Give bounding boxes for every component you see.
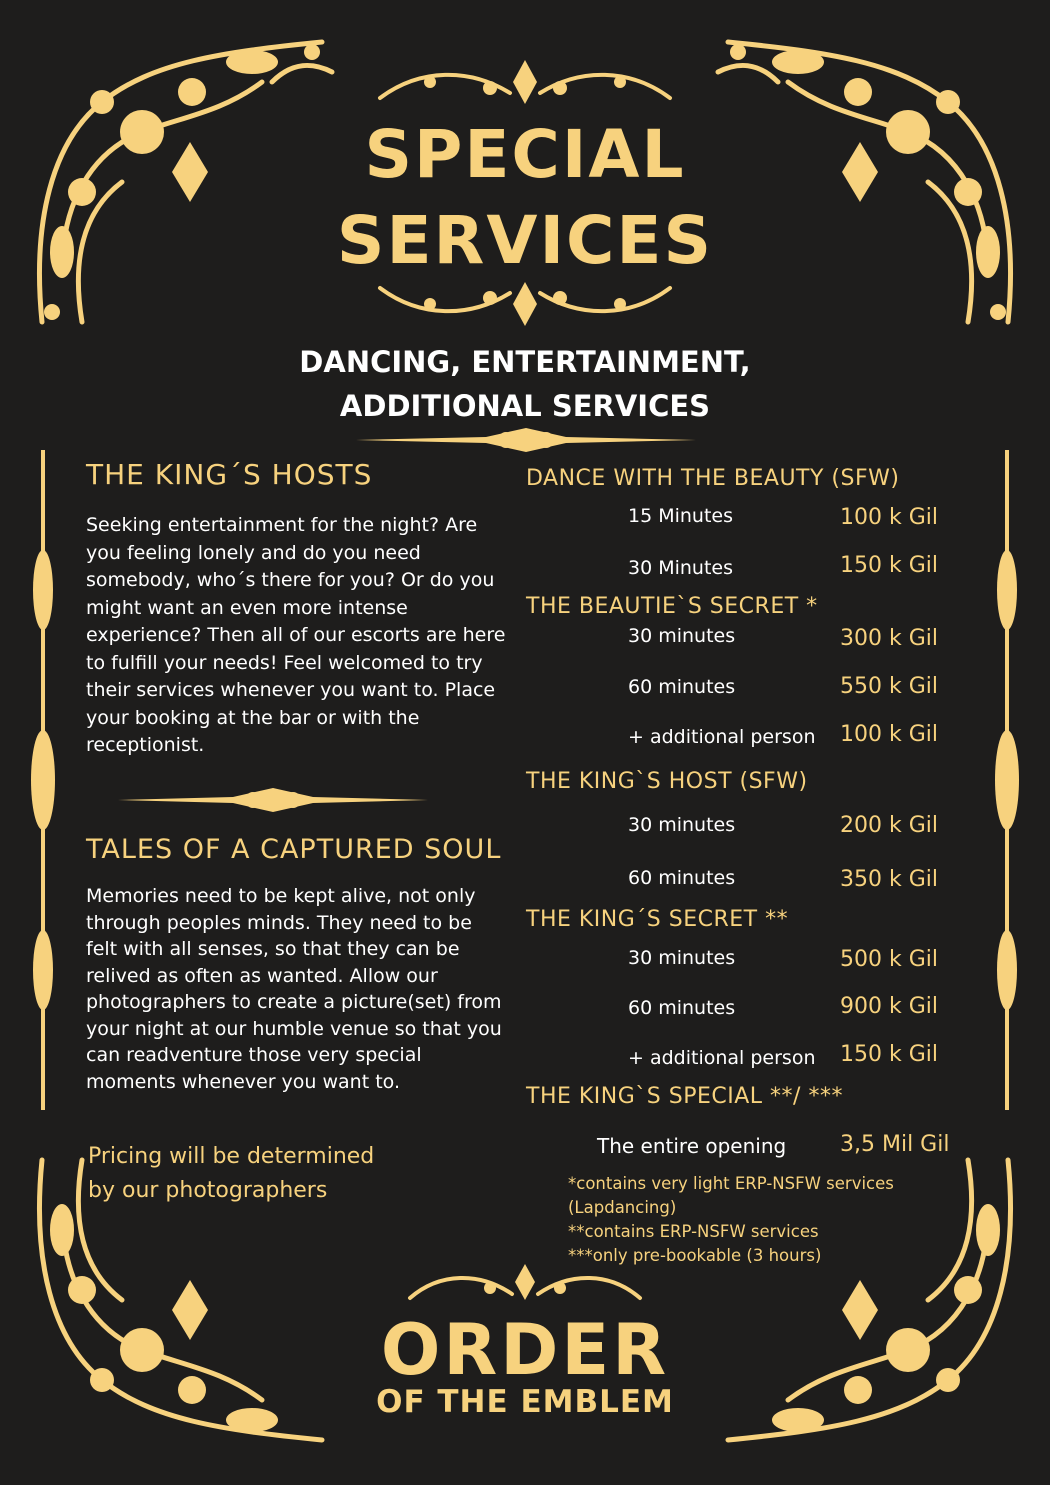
service-duration: 30 Minutes bbox=[628, 557, 734, 579]
divider-left-column bbox=[118, 786, 428, 814]
page-subtitle bbox=[0, 340, 1050, 428]
brand-tagline: OF THE EMBLEM bbox=[376, 1384, 674, 1420]
service-duration: The entire opening bbox=[597, 1134, 787, 1158]
service-price: 500 k Gil bbox=[840, 947, 938, 972]
footnote: ***only pre-bookable (3 hours) bbox=[568, 1246, 822, 1265]
title-flourish-top bbox=[370, 58, 680, 108]
brand-flourish bbox=[400, 1262, 650, 1306]
service-price: 150 k Gil bbox=[840, 553, 938, 578]
service-duration: + additional person bbox=[628, 1047, 816, 1069]
title-line-1: SPECIAL bbox=[364, 116, 686, 193]
service-heading: THE KING´S SECRET ** bbox=[526, 907, 789, 932]
service-price: 100 k Gil bbox=[840, 505, 938, 530]
service-price: 100 k Gil bbox=[840, 722, 938, 747]
service-price: 200 k Gil bbox=[840, 813, 938, 838]
tales-heading: TALES OF A CAPTURED SOUL bbox=[86, 834, 502, 865]
service-duration: 30 minutes bbox=[628, 625, 736, 647]
pricing-note-line-1: Pricing will be determined bbox=[88, 1144, 375, 1169]
service-duration: 60 minutes bbox=[628, 867, 736, 889]
service-duration: 60 minutes bbox=[628, 997, 736, 1019]
service-duration: 30 minutes bbox=[628, 947, 736, 969]
subtitle-line-2: ADDITIONAL SERVICES bbox=[339, 389, 711, 423]
hosts-description: Seeking entertainment for the night? Are you feeling lonely and do you need somebody, who´s there for you? Or do you might want an even more intense experience? Then all of our escorts are here to fulfill your needs! Feel welcomed to try their services whenever you want to. Place your booking at the bar or with the receptionist. bbox=[86, 514, 506, 756]
service-price: 150 k Gil bbox=[840, 1042, 938, 1067]
pricing-note-line-2: by our photographers bbox=[88, 1178, 328, 1203]
tales-description: Memories need to be kept alive, not only through peoples minds. They need to be felt with all senses, so that they can be relived as often as wanted. Allow our photographers to create a picture(set) from your night at our humble venue so that you can readventure those very special moments whenever you want to. bbox=[86, 885, 502, 1093]
service-price: 3,5 Mil Gil bbox=[840, 1132, 950, 1157]
brand-name: ORDER bbox=[380, 1309, 670, 1391]
title-line-2: SERVICES bbox=[336, 202, 714, 279]
service-duration: 60 minutes bbox=[628, 676, 736, 698]
service-heading: THE KING`S SPECIAL **/ *** bbox=[526, 1084, 843, 1109]
service-heading: THE BEAUTIE`S SECRET * bbox=[526, 594, 818, 619]
hosts-heading: THE KING´S HOSTS bbox=[86, 458, 373, 491]
service-price: 900 k Gil bbox=[840, 994, 938, 1019]
footnote: *contains very light ERP-NSFW services bbox=[568, 1174, 894, 1193]
side-ornament-right bbox=[992, 450, 1022, 1110]
footnote: (Lapdancing) bbox=[568, 1198, 677, 1217]
service-duration: + additional person bbox=[628, 726, 816, 748]
service-heading: DANCE WITH THE BEAUTY (SFW) bbox=[526, 466, 900, 491]
subtitle-line-1: DANCING, ENTERTAINMENT, bbox=[299, 345, 751, 379]
title-flourish-bottom bbox=[370, 278, 680, 328]
service-duration: 15 Minutes bbox=[628, 505, 734, 527]
pricing-note bbox=[88, 1140, 374, 1208]
service-heading: THE KING`S HOST (SFW) bbox=[526, 769, 808, 794]
service-price: 350 k Gil bbox=[840, 867, 938, 892]
footnote: **contains ERP-NSFW services bbox=[568, 1222, 819, 1241]
service-price: 550 k Gil bbox=[840, 674, 938, 699]
service-duration: 30 minutes bbox=[628, 814, 736, 836]
side-ornament-left bbox=[28, 450, 58, 1110]
service-price: 300 k Gil bbox=[840, 626, 938, 651]
divider-under-subtitle bbox=[356, 426, 696, 454]
page-title bbox=[0, 112, 1050, 284]
